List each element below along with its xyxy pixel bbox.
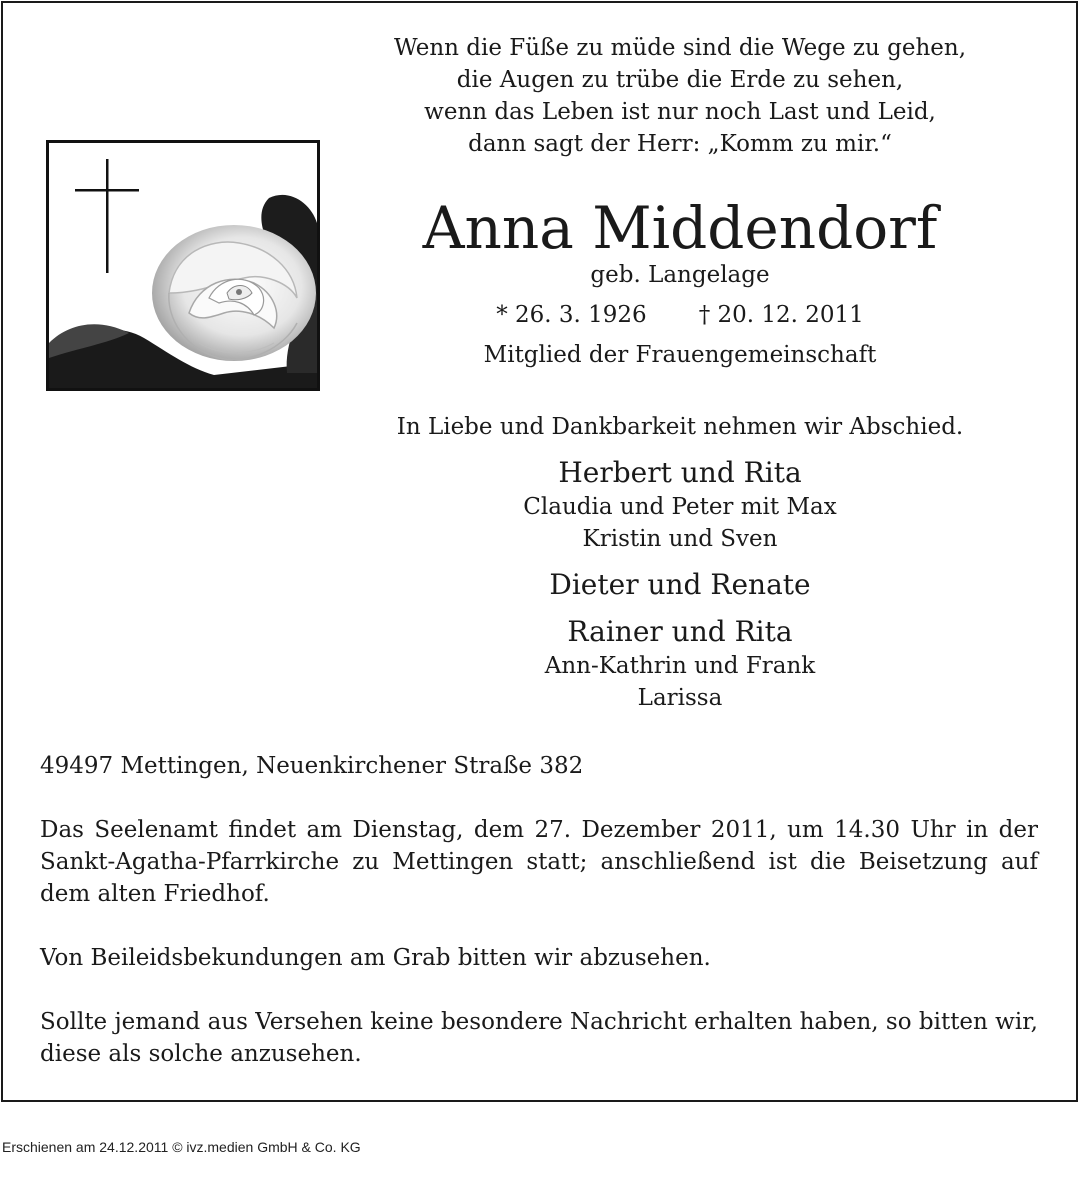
poem-line: Wenn die Füße zu müde sind die Wege zu gehen, — [393, 35, 967, 61]
birth-name: geb. Langelage — [590, 262, 770, 288]
family-sub-1a: Claudia und Peter mit Max — [523, 494, 837, 520]
family-main-2: Dieter und Renate — [549, 568, 811, 601]
notice-no-message: Sollte jemand aus Versehen keine besondere Nachricht erhalten haben, so bitten wir, diese als solche anzusehen. — [40, 1009, 1038, 1067]
poem-line: dann sagt der Herr: „Komm zu mir.“ — [468, 131, 892, 157]
death-date: † 20. 12. 2011 — [698, 302, 864, 328]
family-sub-1b: Kristin und Sven — [582, 526, 778, 552]
deceased-name: Anna Middendorf — [422, 194, 938, 262]
notice-service: Das Seelenamt findet am Dienstag, dem 27. Dezember 2011, um 14.30 Uhr in der Sankt-Agatha-Pfarrkirche zu Mettingen statt; anschließend ist die Beisetzung auf dem alten Friedhof. — [40, 817, 1038, 907]
family-sub-3b: Larissa — [637, 685, 723, 711]
life-dates — [330, 302, 1030, 328]
birth-date: * 26. 3. 1926 — [496, 302, 647, 328]
family-main-3: Rainer und Rita — [567, 615, 793, 648]
poem-line: die Augen zu trübe die Erde zu sehen, — [456, 67, 904, 93]
farewell-line: In Liebe und Dankbarkeit nehmen wir Abschied. — [396, 414, 964, 440]
poem-line: wenn das Leben ist nur noch Last und Leid, — [424, 99, 936, 125]
address: 49497 Mettingen, Neuenkirchener Straße 382 — [40, 753, 584, 779]
rose-cross-image — [46, 140, 320, 391]
poem — [330, 32, 1030, 160]
rose-icon — [49, 143, 317, 388]
publication-footer: Erschienen am 24.12.2011 © ivz.medien GmbH & Co. KG — [2, 1139, 361, 1155]
membership: Mitglied der Frauengemeinschaft — [483, 342, 877, 368]
family-sub-3a: Ann-Kathrin und Frank — [544, 653, 816, 679]
notice-condolences: Von Beileidsbekundungen am Grab bitten wir abzusehen. — [40, 945, 711, 971]
family-main-1: Herbert und Rita — [558, 456, 802, 489]
